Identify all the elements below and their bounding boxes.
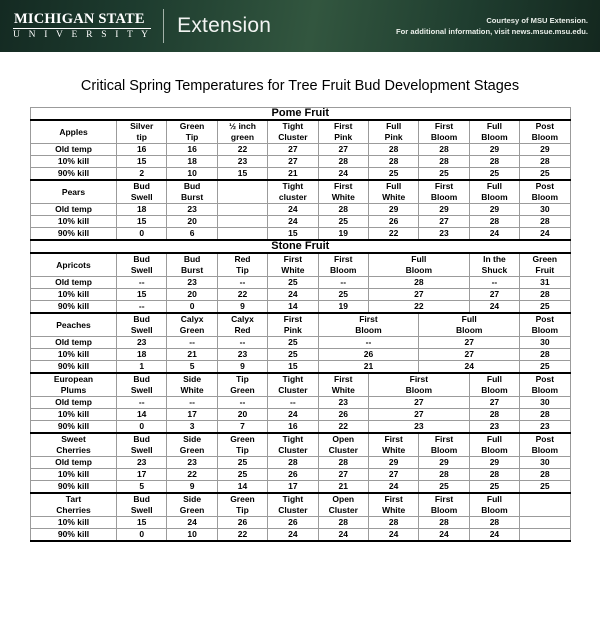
stage-header-apples-6: First Bloom [419,120,469,144]
temp-value-apples-2-0: 2 [117,168,167,181]
temp-value-apricots-1-6: 27 [469,289,519,301]
stage-header-tart-cherries-8 [520,493,570,517]
temp-value-peaches-2-6: 25 [520,361,570,374]
temp-value-sweet-cherries-0-1: 23 [167,457,217,469]
stage-header-peaches-4: First Bloom [318,313,419,337]
temp-value-european-plums-2-7: 23 [520,421,570,434]
row-label-apples-0: Old temp [31,144,117,156]
msu-extension-banner [0,0,600,52]
stage-header-european-plums-0: Bud Swell [117,373,167,397]
temp-value-european-plums-1-2: 20 [217,409,267,421]
temp-value-european-plums-1-4: 26 [318,409,368,421]
temp-value-apples-0-3: 27 [268,144,318,156]
temp-value-pears-1-3: 24 [268,216,318,228]
temp-value-european-plums-2-1: 3 [167,421,217,434]
table-row [31,277,571,289]
temp-value-pears-1-0: 15 [117,216,167,228]
temp-value-sweet-cherries-1-0: 17 [117,469,167,481]
stage-header-apricots-3: First White [268,253,318,277]
temp-value-apricots-0-5: 28 [368,277,469,289]
section-header-row [31,240,571,253]
temp-value-apples-1-2: 23 [217,156,267,168]
temp-value-european-plums-2-4: 22 [318,421,368,434]
banner-divider [163,9,164,43]
stage-header-sweet-cherries-2: Green Tip [217,433,267,457]
row-label-peaches-0: Old temp [31,337,117,349]
temp-value-apricots-2-2: 9 [217,301,267,314]
crop-name-sweet-cherries: Sweet Cherries [31,433,117,457]
temp-value-apples-1-3: 27 [268,156,318,168]
temp-value-european-plums-0-0: -- [117,397,167,409]
table-row [31,421,571,434]
temp-value-peaches-0-3: 25 [268,337,318,349]
crop-header-row-apricots [31,253,571,277]
table-row [31,409,571,421]
stage-header-pears-5: Full White [368,180,418,204]
courtesy-line-1: Courtesy of MSU Extension. [486,15,588,25]
temp-value-european-plums-0-7: 30 [520,397,570,409]
table-row [31,216,571,228]
temp-value-peaches-2-2: 9 [217,361,267,374]
temp-value-european-plums-2-5: 23 [368,421,469,434]
temp-value-pears-2-3: 15 [268,228,318,241]
temp-value-sweet-cherries-2-1: 9 [167,481,217,494]
temp-value-european-plums-0-4: 23 [318,397,368,409]
temp-value-pears-2-2 [217,228,267,241]
stage-header-pears-6: First Bloom [419,180,469,204]
temp-value-pears-0-0: 18 [117,204,167,216]
temp-value-apples-0-1: 16 [167,144,217,156]
temp-value-peaches-1-3: 25 [268,349,318,361]
row-label-apricots-1: 10% kill [31,289,117,301]
temp-value-european-plums-1-3: 24 [268,409,318,421]
row-label-pears-2: 90% kill [31,228,117,241]
temp-value-pears-2-6: 23 [419,228,469,241]
stage-header-pears-8: Post Bloom [520,180,570,204]
extension-wordmark: Extension [177,14,272,37]
logo-university-name-top: MICHIGAN STATE [13,12,151,29]
temp-value-peaches-0-6: 30 [520,337,570,349]
temp-value-apricots-1-4: 25 [318,289,368,301]
temp-value-sweet-cherries-2-7: 25 [469,481,519,494]
temp-value-tart-cherries-1-4: 24 [318,529,368,542]
temp-value-peaches-0-0: 23 [117,337,167,349]
stage-header-pears-2 [217,180,267,204]
table-row [31,517,571,529]
stage-header-apricots-6: In the Shuck [469,253,519,277]
temp-value-peaches-1-4: 26 [318,349,419,361]
temp-value-pears-2-4: 19 [318,228,368,241]
temp-value-pears-1-6: 27 [419,216,469,228]
temp-value-apples-0-7: 29 [469,144,519,156]
temp-value-sweet-cherries-0-5: 29 [368,457,418,469]
temp-value-european-plums-0-3: -- [268,397,318,409]
temp-value-sweet-cherries-1-4: 27 [318,469,368,481]
section-title-stone-fruit: Stone Fruit [31,240,571,253]
row-label-european-plums-2: 90% kill [31,421,117,434]
table-row [31,361,571,374]
temp-value-european-plums-0-5: 27 [368,397,469,409]
temp-value-apples-0-6: 28 [419,144,469,156]
crop-header-row-tart-cherries [31,493,571,517]
stage-header-sweet-cherries-0: Bud Swell [117,433,167,457]
temp-value-pears-0-6: 29 [419,204,469,216]
stage-header-sweet-cherries-8: Post Bloom [520,433,570,457]
temp-value-tart-cherries-1-1: 10 [167,529,217,542]
crop-name-apricots: Apricots [31,253,117,277]
stage-header-sweet-cherries-6: First Bloom [419,433,469,457]
temp-value-peaches-0-5: 27 [419,337,520,349]
temp-value-pears-0-3: 24 [268,204,318,216]
stage-header-apples-2: ½ inch green [217,120,267,144]
temp-value-sweet-cherries-1-2: 25 [217,469,267,481]
stage-header-tart-cherries-6: First Bloom [419,493,469,517]
temp-value-sweet-cherries-1-6: 28 [419,469,469,481]
row-label-sweet-cherries-1: 10% kill [31,469,117,481]
stage-header-tart-cherries-0: Bud Swell [117,493,167,517]
temp-value-pears-2-0: 0 [117,228,167,241]
stage-header-apples-7: Full Bloom [469,120,519,144]
stage-header-tart-cherries-1: Side Green [167,493,217,517]
temp-value-pears-1-1: 20 [167,216,217,228]
temp-value-apples-1-7: 28 [469,156,519,168]
table-row [31,469,571,481]
table-row [31,397,571,409]
temp-value-european-plums-1-0: 14 [117,409,167,421]
temp-value-pears-1-8: 28 [520,216,570,228]
stage-header-apples-4: First Pink [318,120,368,144]
section-title-pome-fruit: Pome Fruit [31,108,571,121]
stage-header-pears-4: First White [318,180,368,204]
temp-value-peaches-0-4: -- [318,337,419,349]
temp-value-peaches-2-4: 21 [318,361,419,374]
temp-value-apricots-2-1: 0 [167,301,217,314]
stage-header-apricots-7: Green Fruit [520,253,570,277]
temp-value-tart-cherries-1-7: 24 [469,529,519,542]
temp-value-apricots-0-6: -- [469,277,519,289]
stage-header-european-plums-1: Side White [167,373,217,397]
stage-header-tart-cherries-4: Open Cluster [318,493,368,517]
table-row [31,349,571,361]
temp-value-apples-0-2: 22 [217,144,267,156]
stage-header-sweet-cherries-5: First White [368,433,418,457]
temp-value-apples-2-5: 25 [368,168,418,181]
stage-header-european-plums-4: First White [318,373,368,397]
row-label-tart-cherries-0: 10% kill [31,517,117,529]
stage-header-apples-0: Silver tip [117,120,167,144]
temp-value-sweet-cherries-2-4: 21 [318,481,368,494]
temp-value-peaches-0-2: -- [217,337,267,349]
stage-header-pears-0: Bud Swell [117,180,167,204]
crop-name-apples: Apples [31,120,117,144]
stage-header-pears-3: Tight cluster [268,180,318,204]
stage-header-sweet-cherries-1: Side Green [167,433,217,457]
temp-value-tart-cherries-0-4: 28 [318,517,368,529]
stage-header-sweet-cherries-4: Open Cluster [318,433,368,457]
table-row [31,337,571,349]
temp-value-pears-0-8: 30 [520,204,570,216]
temp-value-apricots-1-0: 15 [117,289,167,301]
row-label-peaches-1: 10% kill [31,349,117,361]
page-title: Critical Spring Temperatures for Tree Fruit Bud Development Stages [80,78,520,94]
crop-name-pears: Pears [31,180,117,204]
temp-value-apples-0-4: 27 [318,144,368,156]
temp-value-peaches-0-1: -- [167,337,217,349]
crop-header-row-apples [31,120,571,144]
crop-header-row-sweet-cherries [31,433,571,457]
temp-value-sweet-cherries-0-3: 28 [268,457,318,469]
temp-value-apricots-2-0: -- [117,301,167,314]
row-label-sweet-cherries-0: Old temp [31,457,117,469]
temp-value-apricots-1-1: 20 [167,289,217,301]
temp-value-apples-1-6: 28 [419,156,469,168]
table-row [31,156,571,168]
row-label-pears-1: 10% kill [31,216,117,228]
stage-header-european-plums-6: Full Bloom [469,373,519,397]
temp-value-pears-0-7: 29 [469,204,519,216]
temp-value-pears-1-5: 26 [368,216,418,228]
row-label-apricots-0: Old temp [31,277,117,289]
temp-value-apples-2-1: 10 [167,168,217,181]
temp-value-sweet-cherries-0-2: 25 [217,457,267,469]
row-label-european-plums-1: 10% kill [31,409,117,421]
temp-value-apples-2-2: 15 [217,168,267,181]
temp-value-tart-cherries-0-8 [520,517,570,529]
stage-header-sweet-cherries-3: Tight Cluster [268,433,318,457]
temp-value-apricots-0-3: 25 [268,277,318,289]
stage-header-pears-7: Full Bloom [469,180,519,204]
temp-value-peaches-1-2: 23 [217,349,267,361]
critical-temperature-table-wrapper [30,107,570,542]
temp-value-sweet-cherries-0-4: 28 [318,457,368,469]
row-label-apples-1: 10% kill [31,156,117,168]
temp-value-sweet-cherries-0-6: 29 [419,457,469,469]
temp-value-tart-cherries-0-6: 28 [419,517,469,529]
temp-value-apricots-1-2: 22 [217,289,267,301]
temp-value-apples-0-5: 28 [368,144,418,156]
stage-header-european-plums-7: Post Bloom [520,373,570,397]
temp-value-apricots-0-2: -- [217,277,267,289]
temp-value-apples-2-3: 21 [268,168,318,181]
temp-value-tart-cherries-1-0: 0 [117,529,167,542]
temp-value-tart-cherries-1-5: 24 [368,529,418,542]
temp-value-european-plums-1-5: 27 [368,409,469,421]
temp-value-pears-0-4: 28 [318,204,368,216]
crop-name-peaches: Peaches [31,313,117,337]
temp-value-peaches-2-1: 5 [167,361,217,374]
temp-value-apricots-1-5: 27 [368,289,469,301]
section-header-row [31,108,571,121]
temp-value-tart-cherries-1-2: 22 [217,529,267,542]
temp-value-tart-cherries-0-1: 24 [167,517,217,529]
temp-value-peaches-1-5: 27 [419,349,520,361]
temp-value-apples-1-5: 28 [368,156,418,168]
temp-value-sweet-cherries-2-5: 24 [368,481,418,494]
stage-header-european-plums-5: First Bloom [368,373,469,397]
temp-value-apples-1-4: 28 [318,156,368,168]
temp-value-sweet-cherries-0-7: 29 [469,457,519,469]
temp-value-peaches-1-6: 28 [520,349,570,361]
stage-header-tart-cherries-5: First White [368,493,418,517]
table-row [31,144,571,156]
temp-value-apricots-1-7: 28 [520,289,570,301]
table-row [31,529,571,542]
temp-value-european-plums-1-7: 28 [520,409,570,421]
table-row [31,228,571,241]
stage-header-apricots-0: Bud Swell [117,253,167,277]
temp-value-apples-1-8: 28 [520,156,570,168]
temp-value-pears-2-5: 22 [368,228,418,241]
table-row [31,289,571,301]
temp-value-european-plums-1-6: 28 [469,409,519,421]
table-row [31,204,571,216]
temp-value-sweet-cherries-2-2: 14 [217,481,267,494]
table-row [31,168,571,181]
row-label-apples-2: 90% kill [31,168,117,181]
row-label-sweet-cherries-2: 90% kill [31,481,117,494]
stage-header-european-plums-2: Tip Green [217,373,267,397]
temp-value-sweet-cherries-0-8: 30 [520,457,570,469]
stage-header-peaches-0: Bud Swell [117,313,167,337]
temp-value-apricots-1-3: 24 [268,289,318,301]
banner-courtesy-text [396,15,600,38]
crop-header-row-pears [31,180,571,204]
stage-header-tart-cherries-2: Green Tip [217,493,267,517]
stage-header-apples-3: Tight Cluster [268,120,318,144]
temp-value-european-plums-1-1: 17 [167,409,217,421]
row-label-peaches-2: 90% kill [31,361,117,374]
temp-value-apples-1-0: 15 [117,156,167,168]
temp-value-tart-cherries-1-8 [520,529,570,542]
row-label-tart-cherries-1: 90% kill [31,529,117,542]
temp-value-apples-2-6: 25 [419,168,469,181]
courtesy-line-2: For additional information, visit news.msue.msu.edu. [396,27,588,36]
temp-value-apples-2-7: 25 [469,168,519,181]
crop-header-row-peaches [31,313,571,337]
temp-value-sweet-cherries-0-0: 23 [117,457,167,469]
temp-value-apricots-0-7: 31 [520,277,570,289]
stage-header-apricots-2: Red Tip [217,253,267,277]
temp-value-pears-0-2 [217,204,267,216]
temp-value-pears-1-7: 28 [469,216,519,228]
temp-value-european-plums-2-6: 23 [469,421,519,434]
stage-header-sweet-cherries-7: Full Bloom [469,433,519,457]
temp-value-apples-2-8: 25 [520,168,570,181]
temp-value-apricots-2-3: 14 [268,301,318,314]
table-row [31,457,571,469]
temp-value-peaches-2-5: 24 [419,361,520,374]
temp-value-pears-2-1: 6 [167,228,217,241]
critical-spring-temperatures-table [30,107,571,542]
temp-value-apples-2-4: 24 [318,168,368,181]
stage-header-peaches-6: Post Bloom [520,313,570,337]
temp-value-european-plums-0-1: -- [167,397,217,409]
row-label-apricots-2: 90% kill [31,301,117,314]
temp-value-tart-cherries-0-2: 26 [217,517,267,529]
temp-value-sweet-cherries-2-0: 5 [117,481,167,494]
row-label-pears-0: Old temp [31,204,117,216]
temp-value-tart-cherries-1-6: 24 [419,529,469,542]
temp-value-peaches-2-0: 1 [117,361,167,374]
temp-value-pears-1-4: 25 [318,216,368,228]
temp-value-apricots-0-0: -- [117,277,167,289]
stage-header-apricots-4: First Bloom [318,253,368,277]
temp-value-european-plums-0-2: -- [217,397,267,409]
temp-value-tart-cherries-0-3: 26 [268,517,318,529]
temp-value-tart-cherries-1-3: 24 [268,529,318,542]
temp-value-apples-0-0: 16 [117,144,167,156]
stage-header-apricots-5: Full Bloom [368,253,469,277]
temp-value-pears-0-5: 29 [368,204,418,216]
temp-value-apples-1-1: 18 [167,156,217,168]
temp-value-sweet-cherries-2-6: 25 [419,481,469,494]
logo-university-name-bottom: U N I V E R S I T Y [13,29,152,40]
temp-value-sweet-cherries-1-3: 26 [268,469,318,481]
crop-name-tart-cherries: Tart Cherries [31,493,117,517]
temp-value-sweet-cherries-2-8: 25 [520,481,570,494]
temp-value-apricots-0-4: -- [318,277,368,289]
table-row [31,481,571,494]
stage-header-european-plums-3: Tight Cluster [268,373,318,397]
temp-value-apricots-2-7: 25 [520,301,570,314]
stage-header-pears-1: Bud Burst [167,180,217,204]
temp-value-european-plums-0-6: 27 [469,397,519,409]
stage-header-peaches-3: First Pink [268,313,318,337]
temp-value-pears-1-2 [217,216,267,228]
temp-value-european-plums-2-2: 7 [217,421,267,434]
temp-value-tart-cherries-0-5: 28 [368,517,418,529]
temp-value-tart-cherries-0-0: 15 [117,517,167,529]
temp-value-pears-2-7: 24 [469,228,519,241]
crop-name-european-plums: European Plums [31,373,117,397]
temp-value-sweet-cherries-1-7: 28 [469,469,519,481]
stage-header-peaches-5: Full Bloom [419,313,520,337]
crop-header-row-european-plums [31,373,571,397]
stage-header-apples-8: Post Bloom [520,120,570,144]
table-row [31,301,571,314]
temp-value-sweet-cherries-1-5: 27 [368,469,418,481]
temp-value-sweet-cherries-2-3: 17 [268,481,318,494]
stage-header-tart-cherries-7: Full Bloom [469,493,519,517]
temp-value-apricots-0-1: 23 [167,277,217,289]
stage-header-apricots-1: Bud Burst [167,253,217,277]
stage-header-apples-5: Full Pink [368,120,418,144]
temp-value-pears-0-1: 23 [167,204,217,216]
temp-value-tart-cherries-0-7: 28 [469,517,519,529]
temp-value-peaches-1-1: 21 [167,349,217,361]
temp-value-apricots-2-6: 24 [469,301,519,314]
temp-value-sweet-cherries-1-1: 22 [167,469,217,481]
banner-logo-group [0,9,271,43]
stage-header-tart-cherries-3: Tight Cluster [268,493,318,517]
temp-value-sweet-cherries-1-8: 28 [520,469,570,481]
temp-value-pears-2-8: 24 [520,228,570,241]
temp-value-european-plums-2-0: 0 [117,421,167,434]
temp-value-apricots-2-4: 19 [318,301,368,314]
temp-value-peaches-1-0: 18 [117,349,167,361]
row-label-european-plums-0: Old temp [31,397,117,409]
michigan-state-university-logo [13,12,151,40]
stage-header-peaches-1: Calyx Green [167,313,217,337]
temp-value-apricots-2-5: 22 [368,301,469,314]
temp-value-peaches-2-3: 15 [268,361,318,374]
temp-value-apples-0-8: 29 [520,144,570,156]
temp-value-european-plums-2-3: 16 [268,421,318,434]
stage-header-peaches-2: Calyx Red [217,313,267,337]
stage-header-apples-1: Green Tip [167,120,217,144]
